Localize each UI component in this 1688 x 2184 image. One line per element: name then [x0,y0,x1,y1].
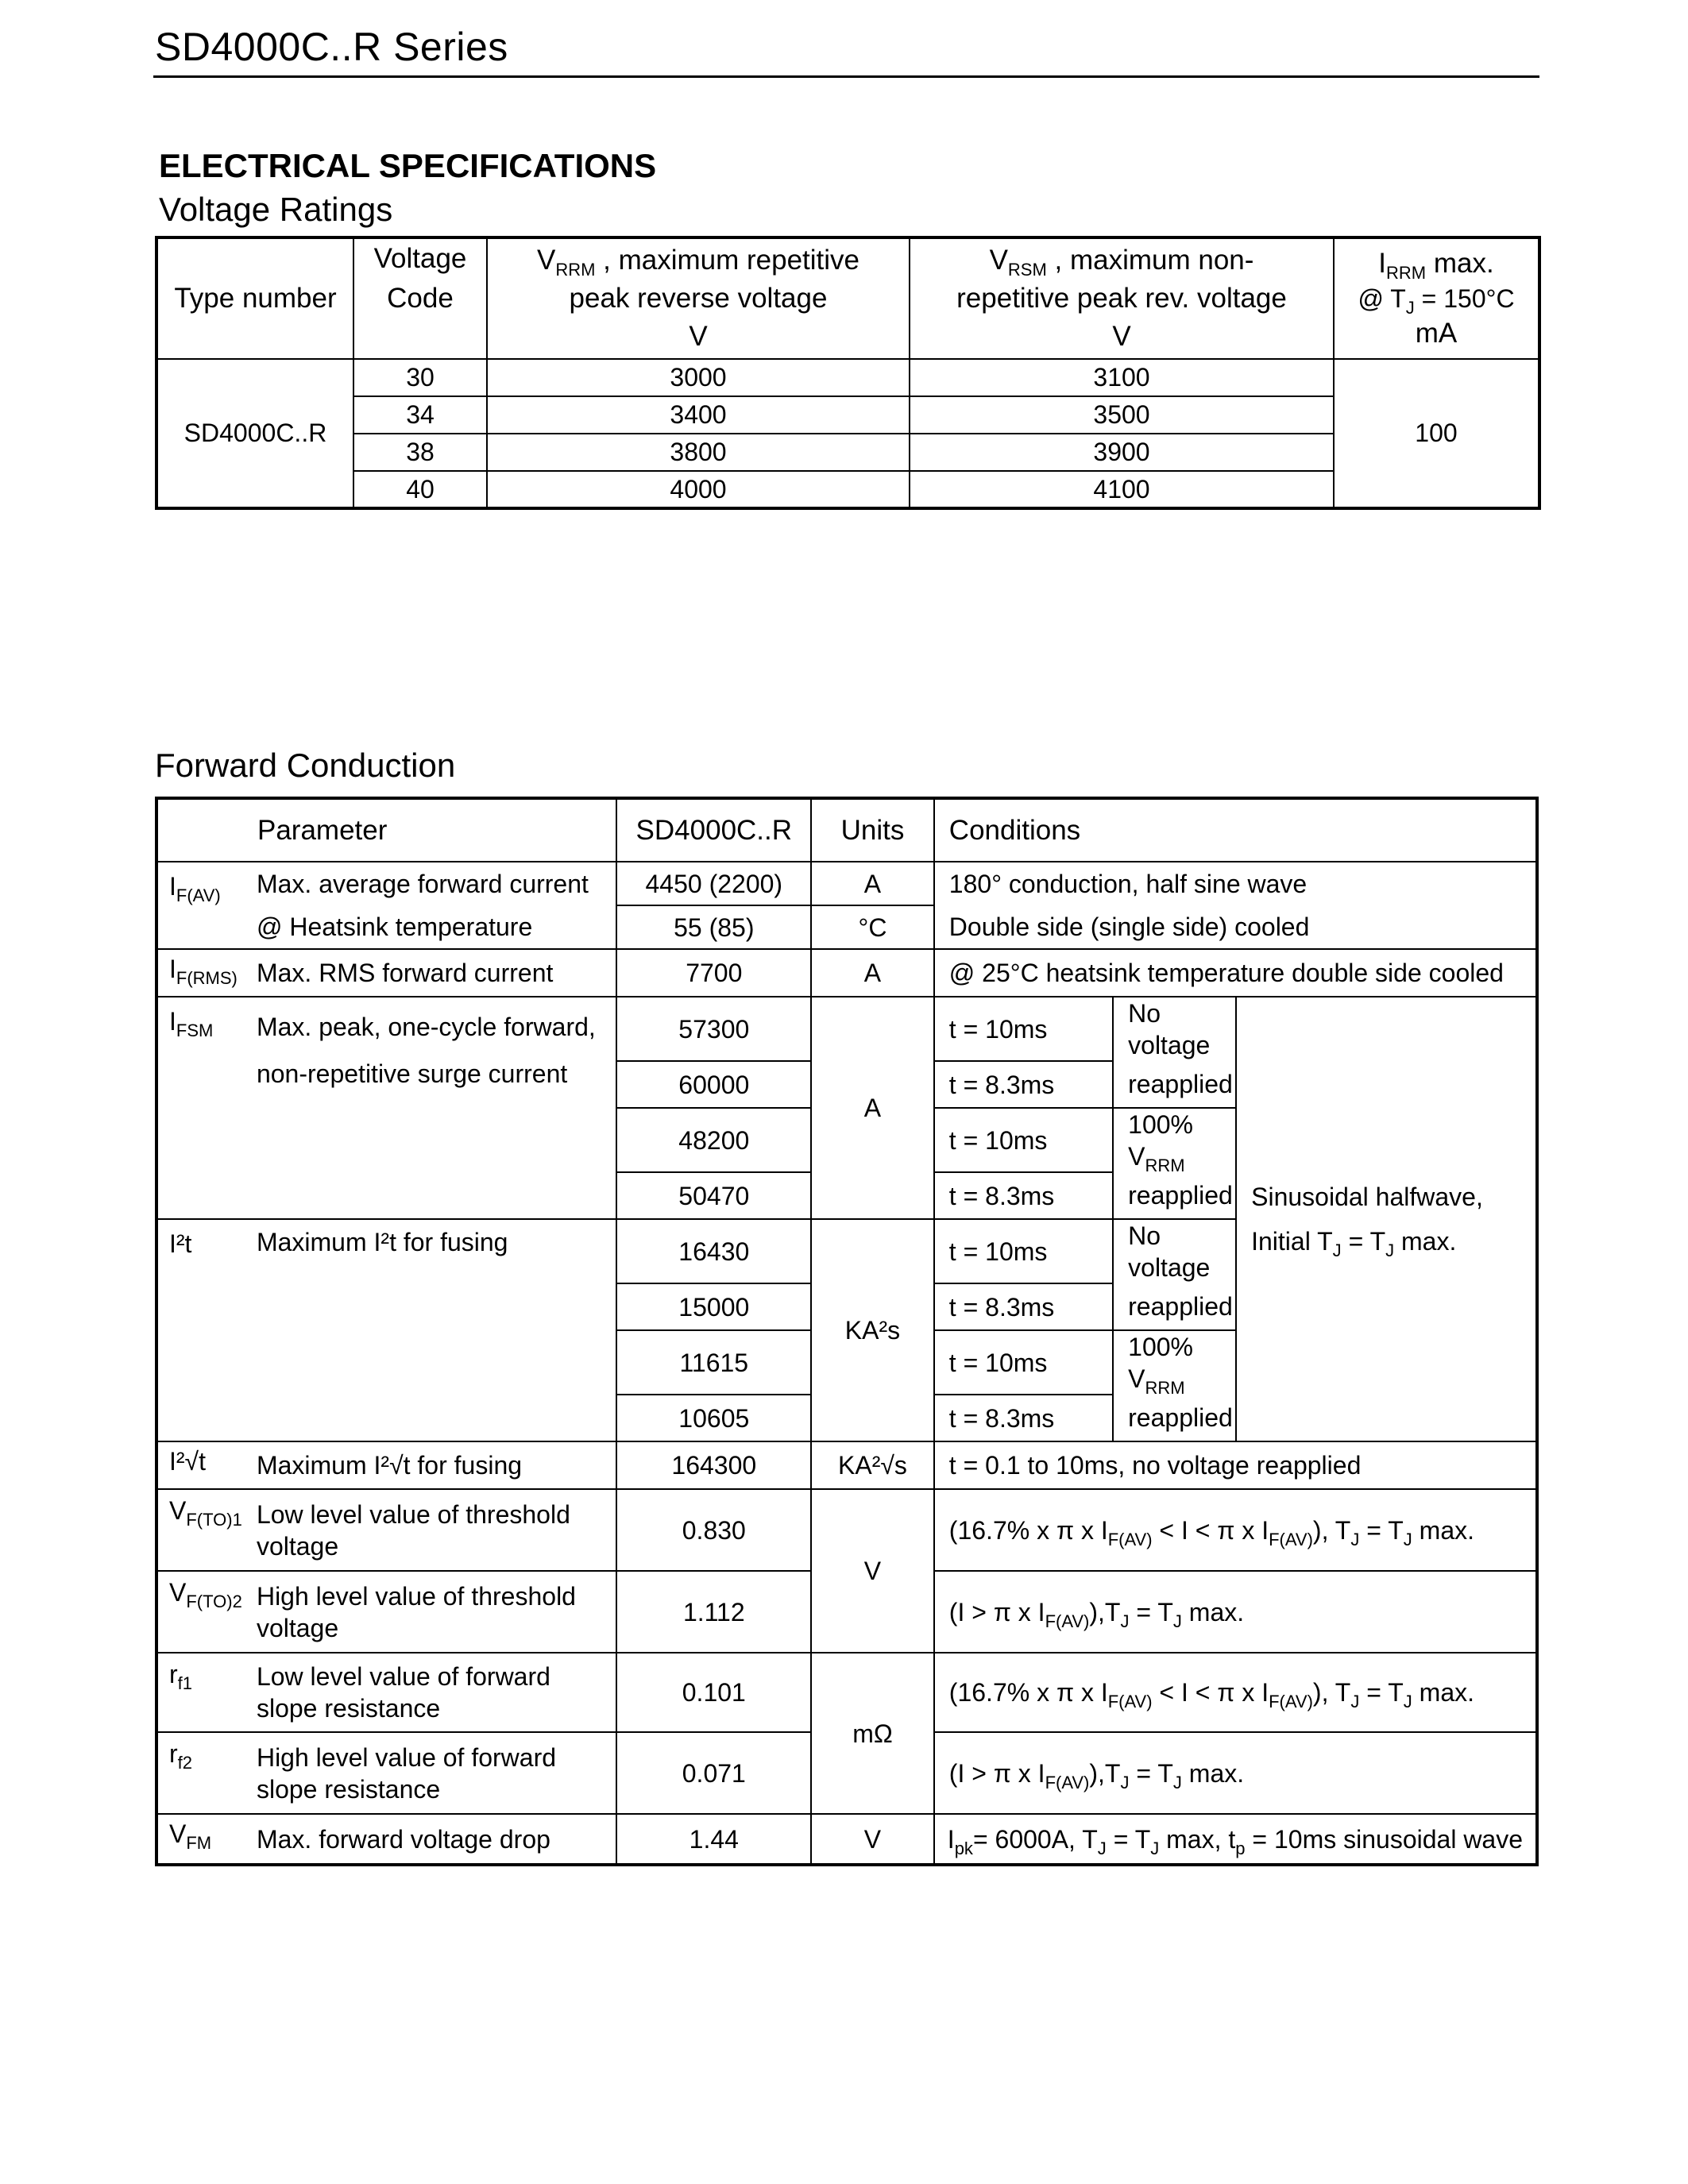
vfm-value: 1.44 [616,1814,811,1865]
vfm-condition: $I_{pk}= 6000A$, $T_J = T_J$ max, $t_p = 10ms$ sinusoidal wave [934,1814,1537,1865]
ifav-condition: 180° conduction, half sine wave [934,862,1537,905]
rf2-value: 0.071 [616,1732,811,1814]
vrsm-cell: 3100 [910,359,1334,396]
vfto1-desc: Low level value of threshold voltage [249,1489,616,1571]
surge-label: 100% $V_{RRM}$ [1113,1330,1236,1395]
vrrm-cell: 3800 [487,434,910,471]
table-row [156,359,1539,396]
surge-time: t = 10ms [934,1219,1113,1283]
surge-label: reapplied [1113,1172,1236,1219]
header-conditions: Conditions [934,798,1537,862]
vrrm-cell: 3000 [487,359,910,396]
i2t-desc: Maximum I²t for fusing [249,1219,616,1441]
rf1-value: 0.101 [616,1653,811,1732]
voltage-code-cell: 38 [353,434,487,471]
vrsm-cell: 4100 [910,471,1334,508]
vfto1-condition: (16.7% x π x $I_{F(AV)} < I < \pi$ x $I_{F(AV)}$), $T_J = T_J$ max. [934,1489,1537,1571]
rf2-symbol: $r_{f2}$ [156,1732,249,1814]
surge-time: t = 8.3ms [934,1283,1113,1330]
rf2-desc: High level value of forward slope resistance [249,1732,616,1814]
rf1-symbol: $r_{f1}$ [156,1653,249,1732]
header-vrsm: $V_{RSM}$ , maximum non- repetitive peak rev. voltage V [910,237,1334,359]
ifsm-value: 57300 [616,997,811,1061]
voltage-ratings-title: Voltage Ratings [159,191,393,228]
table-row [156,1441,1537,1489]
table-row [156,434,1539,471]
forward-conduction-title: Forward Conduction [155,747,456,784]
i2t-value: 15000 [616,1283,811,1330]
i2t-value: 11615 [616,1330,811,1395]
surge-time: t = 8.3ms [934,1395,1113,1441]
table-row [156,997,1537,1061]
heatsink-value: 55 (85) [616,905,811,949]
vfto1-value: 0.830 [616,1489,811,1571]
fc-header-row [156,798,1537,862]
surge-time: t = 8.3ms [934,1172,1113,1219]
table-row [156,396,1539,434]
heatsink-desc: @ Heatsink temperature [249,905,616,949]
i2t-value: 10605 [616,1395,811,1441]
table-row [156,471,1539,508]
vfm-desc: Max. forward voltage drop [249,1814,616,1865]
surge-label: reapplied [1113,1061,1236,1108]
heatsink-unit: °C [811,905,934,949]
i2rt-condition: t = 0.1 to 10ms, no voltage reapplied [934,1441,1537,1489]
surge-time: t = 10ms [934,1108,1113,1172]
i2rt-symbol: I²√t [156,1441,249,1489]
vrsm-cell: 3900 [910,434,1334,471]
ifrms-condition: @ 25°C heatsink temperature double side cooled [934,949,1537,997]
surge-label: No voltage [1113,997,1236,1061]
surge-time: t = 10ms [934,1330,1113,1395]
header-parameter: Parameter [156,798,616,862]
header-voltage-code: Voltage Code [353,237,487,359]
type-number-cell: SD4000C..R [156,359,353,508]
surge-note: Sinusoidal halfwave, Initial $T_J = T_J$ max. [1236,997,1537,1441]
ifrms-desc: Max. RMS forward current [249,949,616,997]
table-row [156,862,1537,905]
header-device: SD4000C..R [616,798,811,862]
ifav-symbol: $I_{F(AV)}$ [156,862,249,949]
vfto2-condition: (I > π x $I_{F(AV)}),T_J = T_J$ max. [934,1571,1537,1653]
header-vrrm: $V_{RRM}$ , maximum repetitive peak reverse voltage V [487,237,910,359]
surge-time: t = 10ms [934,997,1113,1061]
table-row [156,949,1537,997]
i2rt-unit: KA²√s [811,1441,934,1489]
surge-label: 100% $V_{RRM}$ [1113,1108,1236,1172]
ifsm-value: 48200 [616,1108,811,1172]
vrsm-cell: 3500 [910,396,1334,434]
voltage-code-cell: 40 [353,471,487,508]
surge-time: t = 8.3ms [934,1061,1113,1108]
title-divider [153,75,1539,78]
ifav-desc: Max. average forward current [249,862,616,905]
vrrm-cell: 3400 [487,396,910,434]
vfto2-symbol: $V_{F(TO)2}$ [156,1571,249,1653]
heatsink-condition: Double side (single side) cooled [934,905,1537,949]
i2t-unit: KA²s [811,1219,934,1441]
voltage-code-cell: 34 [353,396,487,434]
header-units: Units [811,798,934,862]
forward-conduction-table [155,797,1539,1866]
ifsm-unit: A [811,997,934,1219]
vfto2-value: 1.112 [616,1571,811,1653]
ifav-value: 4450 (2200) [616,862,811,905]
i2t-symbol: I²t [156,1219,249,1441]
table-row [156,1489,1537,1571]
ifrms-symbol: $I_{F(RMS)}$ [156,949,249,997]
voltage-ratings-table [155,236,1541,510]
rf1-condition: (16.7% x π x $I_{F(AV)} < I < \pi$ x $I_{F(AV)}$), $T_J = T_J$ max. [934,1653,1537,1732]
ifsm-desc: Max. peak, one-cycle forward, non-repetitive surge current [249,997,616,1219]
rf-unit: mΩ [811,1653,934,1814]
page-title: SD4000C..R Series [155,25,508,69]
ifsm-value: 50470 [616,1172,811,1219]
vfto1-symbol: $V_{F(TO)1}$ [156,1489,249,1571]
ifrms-value: 7700 [616,949,811,997]
voltage-code-cell: 30 [353,359,487,396]
ifsm-value: 60000 [616,1061,811,1108]
i2t-value: 16430 [616,1219,811,1283]
table-row [156,1653,1537,1732]
vfto-unit: V [811,1489,934,1653]
vrrm-cell: 4000 [487,471,910,508]
ifav-unit: A [811,862,934,905]
header-type-number: Type number [156,237,353,359]
header-irrm: $I_{RRM}$ max. @ $T_J = 150^\circ C$ mA [1334,237,1539,359]
rf1-desc: Low level value of forward slope resistance [249,1653,616,1732]
ifrms-unit: A [811,949,934,997]
table-row [156,905,1537,949]
i2rt-value: 164300 [616,1441,811,1489]
vfto2-desc: High level value of threshold voltage [249,1571,616,1653]
vfm-unit: V [811,1814,934,1865]
surge-label: reapplied [1113,1395,1236,1441]
rf2-condition: (I > π x $I_{F(AV)}),T_J = T_J$ max. [934,1732,1537,1814]
surge-label: No voltage [1113,1219,1236,1283]
vfm-symbol: $V_{FM}$ [156,1814,249,1865]
surge-label: reapplied [1113,1283,1236,1330]
table-row [156,1814,1537,1865]
voltage-ratings-header-row [156,237,1539,359]
i2rt-desc: Maximum I²√t for fusing [249,1441,616,1489]
irrm-cell: 100 [1334,359,1539,508]
section-heading: ELECTRICAL SPECIFICATIONS [159,147,657,184]
ifsm-symbol: $I_{FSM}$ [156,997,249,1219]
